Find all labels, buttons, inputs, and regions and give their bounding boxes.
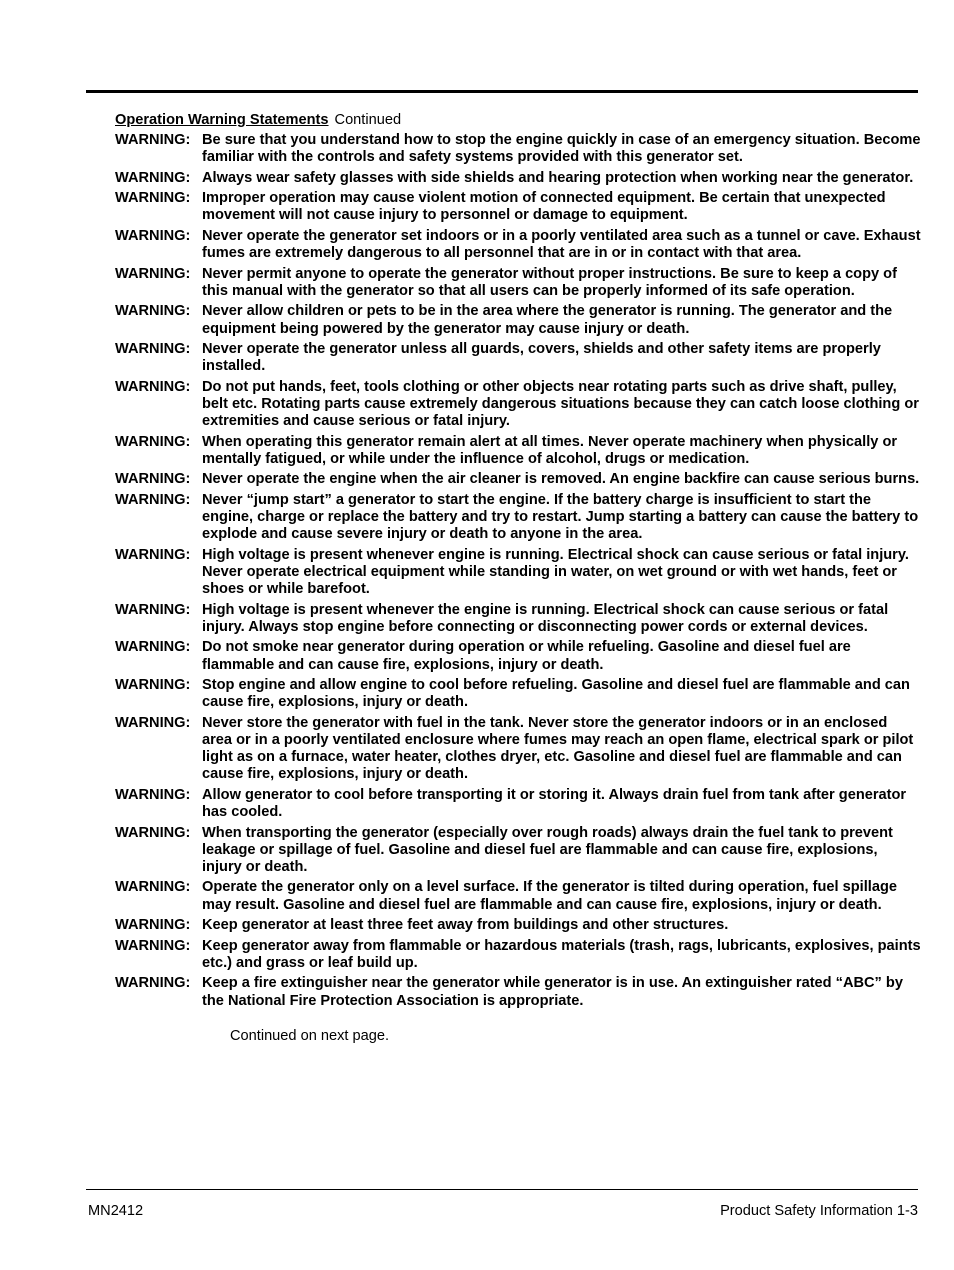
warning-label: WARNING: xyxy=(115,227,191,244)
warning-item xyxy=(115,303,921,337)
warning-label: WARNING: xyxy=(115,786,191,803)
top-rule xyxy=(86,90,918,93)
warning-text: Never allow children or pets to be in the area where the generator is running. The generator and the equipment being powered by the generator may cause injury or death. xyxy=(202,303,893,337)
warning-item xyxy=(115,132,921,166)
warning-item xyxy=(115,434,921,468)
warning-text: Keep a fire extinguisher near the generator while generator is in use. An extinguisher rated “ABC” by the National Fire Protection Association is appropriate. xyxy=(202,975,903,1009)
warning-item xyxy=(115,547,921,599)
warning-label: WARNING: xyxy=(115,639,191,656)
warning-text: High voltage is present whenever engine is running. Electrical shock can cause serious or fatal injury. Never operate electrical equipment while standing in water, on wet ground or with wet hands, feet or shoes or while barefoot. xyxy=(202,546,909,598)
warning-item xyxy=(115,170,921,187)
warning-text: Operate the generator only on a level surface. If the generator is tilted during operation, fuel spillage may result. Gasoline and diesel fuel are flammable and can cause fire, explosions, injury or death. xyxy=(202,879,897,913)
bottom-rule xyxy=(86,1189,918,1190)
footer-manual-number: MN2412 xyxy=(88,1203,144,1219)
warning-item xyxy=(115,715,921,784)
warning-item xyxy=(115,471,921,488)
warning-text: Be sure that you understand how to stop the engine quickly in case of an emergency situation. Become familiar with the controls and safety systems provided with this generator set. xyxy=(202,132,921,166)
warning-label: WARNING: xyxy=(115,546,191,563)
warning-label: WARNING: xyxy=(115,169,191,186)
section-heading xyxy=(115,112,921,129)
warning-item xyxy=(115,639,921,673)
warning-item xyxy=(115,190,921,224)
warning-item xyxy=(115,879,921,913)
warning-text: Allow generator to cool before transporting it or storing it. Always drain fuel from tank after generator has cooled. xyxy=(202,786,907,821)
warning-label: WARNING: xyxy=(115,341,191,358)
warning-label: WARNING: xyxy=(115,190,191,207)
page-content xyxy=(115,112,921,1045)
warning-text: Keep generator at least three feet away from buildings and other structures. xyxy=(202,917,729,934)
warning-text: When operating this generator remain alert at all times. Never operate machinery when physically or mentally fatigued, or while under the influence of alcohol, drugs or medication. xyxy=(202,433,898,467)
warning-text: Never operate the generator unless all guards, covers, shields and other safety items are properly installed. xyxy=(202,341,881,375)
warning-label: WARNING: xyxy=(115,471,191,488)
warning-item xyxy=(115,677,921,711)
warning-label: WARNING: xyxy=(115,433,191,450)
warning-label: WARNING: xyxy=(115,265,191,282)
warning-item xyxy=(115,938,921,972)
warning-list xyxy=(115,132,921,1010)
section-continued: Continued xyxy=(334,112,402,128)
footer-page-label: Product Safety Information 1-3 xyxy=(720,1203,918,1219)
warning-label: WARNING: xyxy=(115,378,191,395)
warning-text: Never permit anyone to operate the generator without proper instructions. Be sure to keep a copy of this manual with the generator so that all users can be properly informed of its safe operation. xyxy=(202,265,897,299)
warning-label: WARNING: xyxy=(115,601,191,618)
warning-text: Never “jump start” a generator to start the engine. If the battery charge is insufficient to start the engine, charge or replace the battery and try to restart. Jump starting a battery can cause the battery to explode and cause severe injury or death to anyone in the area. xyxy=(202,491,919,543)
warning-label: WARNING: xyxy=(115,917,191,934)
warning-item xyxy=(115,228,921,262)
warning-label: WARNING: xyxy=(115,714,191,731)
warning-text: Never store the generator with fuel in the tank. Never store the generator indoors or in an enclosed area or in a poorly ventilated enclosure where fumes may reach an open flame, electrical spark or pilot light as on a furnace, water heater, clothes dryer, etc. Gasoline and diesel fuel are flammable and can cause fire, explosions, injury or death. xyxy=(202,714,914,783)
warning-item xyxy=(115,917,921,934)
warning-text: Never operate the generator set indoors or in a poorly ventilated area such as a tunnel or cave. Exhaust fumes are extremely dangerous to all personnel that are in or in contact with that area. xyxy=(202,227,921,262)
warning-text: Never operate the engine when the air cleaner is removed. An engine backfire can cause serious burns. xyxy=(202,471,920,488)
warning-label: WARNING: xyxy=(115,975,191,992)
warning-label: WARNING: xyxy=(115,677,191,694)
warning-text: Improper operation may cause violent motion of connected equipment. Be certain that unexpected movement will not cause injury to personnel or damage to equipment. xyxy=(202,190,886,224)
warning-label: WARNING: xyxy=(115,491,191,508)
warning-text: Do not put hands, feet, tools clothing or other objects near rotating parts such as drive shaft, pulley, belt etc. Rotating parts cause extremely dangerous situations because they can catch loose clothing or extremities and cause serious or fatal injury. xyxy=(202,378,919,430)
warning-label: WARNING: xyxy=(115,824,191,841)
warning-item xyxy=(115,825,921,877)
warning-text: Do not smoke near generator during operation or while refueling. Gasoline and diesel fuel are flammable and can cause fire, explosions, injury or death. xyxy=(202,639,851,673)
warning-item xyxy=(115,341,921,375)
warning-label: WARNING: xyxy=(115,937,191,954)
section-title: Operation Warning Statements xyxy=(115,112,329,128)
warning-item xyxy=(115,602,921,636)
warning-item xyxy=(115,787,921,821)
warning-text: When transporting the generator (especially over rough roads) always drain the fuel tank to prevent leakage or spillage of fuel. Gasoline and diesel fuel are flammable and can cause fire, explosions, injury or death. xyxy=(202,824,893,875)
warning-text: Keep generator away from flammable or hazardous materials (trash, rags, lubricants, explosives, paints etc.) and grass or leaf build up. xyxy=(202,937,921,971)
warning-label: WARNING: xyxy=(115,303,191,320)
warning-text: Always wear safety glasses with side shields and hearing protection when working near the generator. xyxy=(202,169,914,186)
continued-note: Continued on next page. xyxy=(230,1027,390,1044)
warning-item xyxy=(115,266,921,300)
warning-item xyxy=(115,492,921,544)
warning-label: WARNING: xyxy=(115,879,191,896)
warning-item xyxy=(115,379,921,431)
warning-text: High voltage is present whenever the engine is running. Electrical shock can cause serious or fatal injury. Always stop engine before connecting or disconnecting power cords or external devices. xyxy=(202,601,889,635)
warning-item xyxy=(115,975,921,1009)
warning-text: Stop engine and allow engine to cool before refueling. Gasoline and diesel fuel are flammable and can cause fire, explosions, injury or death. xyxy=(202,677,910,711)
warning-label: WARNING: xyxy=(115,132,191,148)
